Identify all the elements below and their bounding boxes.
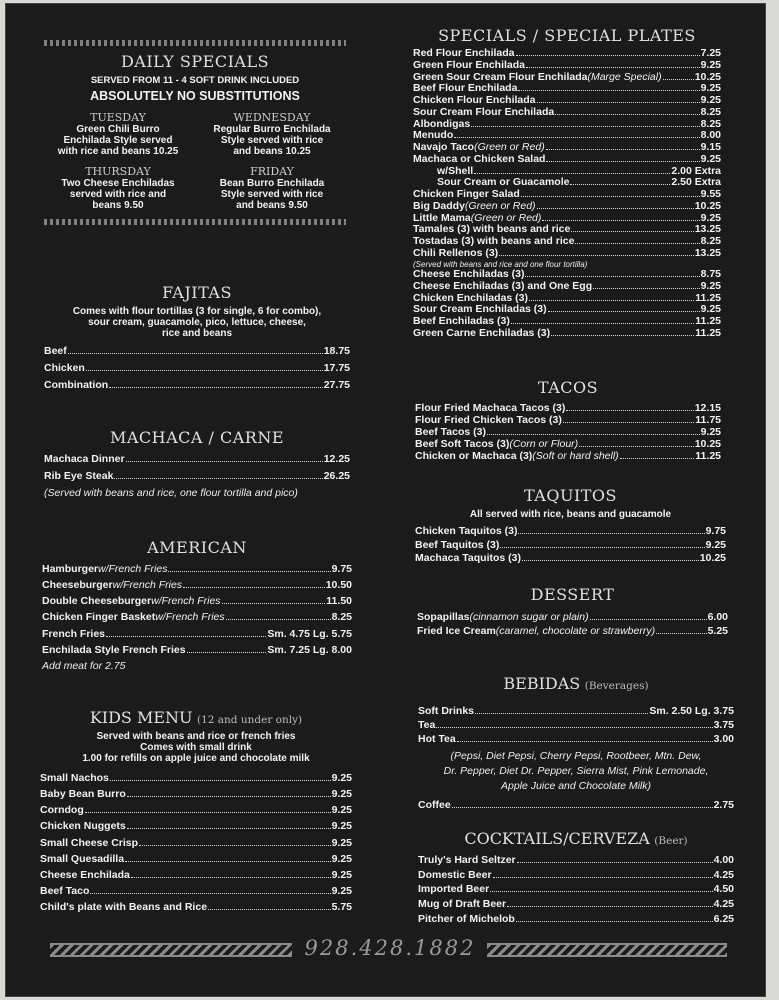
day-line: beans 9.50 [92, 200, 144, 211]
menu-item: Truly's Hard Seltzer 4.00 [418, 854, 734, 866]
footer-pattern-left [50, 943, 292, 957]
menu-item: Chili Rellenos (3) 13.25 [413, 246, 721, 259]
menu-item: Fried Ice Cream (caramel, chocolate or strawberry) 5.25 [417, 625, 728, 638]
dessert-section [417, 585, 728, 638]
menu-item: Cheese Enchiladas (3) and One Egg 9.25 [413, 279, 721, 292]
fajitas-title: FAJITAS [162, 283, 232, 302]
menu-item: Chicken Finger Salad 9.55 [413, 188, 721, 200]
specials-section [413, 26, 721, 340]
day-line: and beans 10.25 [233, 146, 311, 157]
dessert-title: DESSERT [530, 585, 615, 604]
menu-item: Tea 3.75 [418, 719, 734, 732]
menu-item: Rib Eye Steak 26.25 [44, 470, 350, 483]
fajitas-desc: Comes with flour tortillas (3 for single, 6 for combo), [72, 306, 322, 317]
menu-item: Beef Flour Enchilada 9.25 [413, 82, 721, 95]
menu-item: Little Mama (Green or Red) 9.25 [413, 211, 721, 224]
day-line: Bean Burro Enchilada [219, 178, 325, 189]
kids-heading [40, 708, 352, 728]
relleno-note: (Served with beans and rice and one flour tortilla) [413, 259, 588, 269]
menu-item: Navajo Taco (Green or Red) 9.15 [413, 141, 721, 153]
day-name: TUESDAY [90, 111, 146, 124]
menu-item: Enchilada Style French Fries Sm. 7.25 Lg. 8.00 [42, 643, 352, 656]
kids-desc: Served with beans and rice or french fries [96, 731, 296, 742]
machaca-note: (Served with beans and rice, one flour tortilla and pico) [44, 487, 298, 500]
day-line: Enchilada Style served [63, 135, 173, 146]
day-block [198, 111, 346, 157]
menu-item: Small Cheese Crisp 9.25 [40, 836, 352, 849]
day-line: Style served with rice [220, 135, 324, 146]
specials-title: SPECIALS / SPECIAL PLATES [438, 26, 696, 45]
menu-item: Cheese Enchiladas (3) 8.75 [413, 268, 721, 281]
menu-item: Coffee 2.75 [418, 799, 734, 812]
menu-item: Chicken or Machaca (3) (Soft or hard shell) 11.25 [415, 450, 721, 463]
day-name: FRIDAY [250, 165, 294, 178]
menu-item: Green Carne Enchiladas (3) 11.25 [413, 326, 721, 339]
menu-item: Chicken Taquitos (3) 9.75 [415, 525, 726, 537]
phone-number: 928.428.1882 [304, 936, 476, 960]
kids-section [40, 708, 352, 914]
day-block [198, 165, 346, 211]
kids-subtitle: (12 and under only) [196, 714, 303, 726]
menu-item: Big Daddy (Green or Red) 10.25 [413, 199, 721, 212]
menu-item: Tamales (3) with beans and rice 13.25 [413, 223, 721, 236]
no-substitutions: ABSOLUTELY NO SUBSTITUTIONS [90, 89, 300, 103]
menu-item: Hamburger w/French Fries 9.75 [42, 563, 352, 575]
menu-item: Flour Fried Machaca Tacos (3) 12.15 [415, 402, 721, 414]
menu-item: Green Sour Cream Flour Enchilada (Marge Special) 10.25 [413, 70, 721, 83]
cocktails-subtitle: (Beer) [654, 835, 688, 847]
menu-item: Beef Taquitos (3) 9.25 [415, 538, 726, 551]
menu-item: Sour Cream Flour Enchilada 8.25 [413, 105, 721, 118]
cocktails-title: COCKTAILS/CERVEZA [464, 829, 650, 848]
menu-item: Beef 18.75 [44, 345, 350, 357]
menu-item: Cheese Enchilada 9.25 [40, 868, 352, 881]
kids-desc: Comes with small drink [140, 742, 252, 753]
daily-specials-section [44, 40, 346, 250]
day-block [44, 111, 192, 157]
days-grid [44, 111, 346, 211]
menu-item: Hot Tea 3.00 [418, 733, 734, 746]
menu-item: Machaca or Chicken Salad 9.25 [413, 152, 721, 165]
menu-item: Domestic Beer 4.25 [418, 868, 734, 881]
day-line: Regular Burro Enchilada [213, 124, 331, 135]
day-line: with rice and beans 10.25 [57, 146, 179, 157]
menu-item: Soft Drinks Sm. 2.50 Lg. 3.75 [418, 705, 734, 717]
menu-item: Beef Tacos (3) 9.25 [415, 426, 721, 439]
day-line: Two Cheese Enchiladas [61, 178, 175, 189]
menu-item: Beef Taco 9.25 [40, 884, 352, 897]
taquitos-title: TAQUITOS [523, 486, 618, 505]
menu-item: Green Flour Enchilada 9.25 [413, 58, 721, 71]
menu-item: Beef Soft Tacos (3) (Corn or Flour) 10.25 [415, 438, 721, 451]
bebidas-section [418, 674, 734, 812]
menu-item: Beef Enchiladas (3) 11.25 [413, 315, 721, 328]
menu-item: Sour Cream or Guacamole 2.50 Extra [437, 176, 721, 189]
menu-item: Chicken 17.75 [44, 362, 350, 375]
menu-item: French Fries Sm. 4.75 Lg. 5.75 [42, 627, 352, 640]
american-note: Add meat for 2.75 [42, 659, 126, 672]
menu-item: Child's plate with Beans and Rice 5.75 [40, 901, 352, 913]
day-line: and beans 9.50 [236, 200, 308, 211]
tacos-title: TACOS [537, 378, 599, 397]
menu-item: Chicken Enchiladas (3) 11.25 [413, 291, 721, 304]
menu-item: Chicken Finger Basket w/French Fries 8.25 [42, 611, 352, 624]
machaca-section [44, 428, 350, 499]
drinks-note: Apple Juice and Chocolate Milk) [501, 779, 651, 792]
footer-pattern-right [487, 943, 727, 957]
drinks-note: Dr. Pepper, Diet Dr. Pepper, Sierra Mist, Pink Lemonade, [443, 764, 709, 777]
day-block [44, 165, 192, 211]
day-line: Style served with rice [220, 189, 324, 200]
menu-item: Menudo 8.00 [413, 129, 721, 142]
menu-item: Tostadas (3) with beans and rice 8.25 [413, 235, 721, 247]
american-title: AMERICAN [147, 538, 247, 557]
bottom-divider [44, 219, 346, 225]
menu-item: Sopapillas (cinnamon sugar or plain) 6.00 [417, 611, 728, 623]
day-name: WEDNESDAY [233, 111, 311, 124]
tacos-section [415, 378, 721, 462]
cocktails-section [418, 829, 734, 926]
american-section [42, 538, 352, 672]
menu-item: Corndog 9.25 [40, 804, 352, 817]
menu-item: Mug of Draft Beer 4.25 [418, 898, 734, 911]
menu-item: Double Cheeseburger w/French Fries 11.50 [42, 595, 352, 608]
menu-item: Machaca Dinner 12.25 [44, 453, 350, 465]
menu-item: Red Flour Enchilada 7.25 [413, 47, 721, 59]
drinks-note: (Pepsi, Diet Pepsi, Cherry Pepsi, Rootbeer, Mtn. Dew, [450, 749, 702, 762]
day-name: THURSDAY [85, 165, 151, 178]
menu-item: Small Quesadilla 9.25 [40, 852, 352, 865]
taquitos-desc: All served with rice, beans and guacamole [469, 509, 672, 520]
menu-item: Imported Beer 4.50 [418, 883, 734, 896]
fajitas-section [44, 283, 350, 392]
daily-specials-title: DAILY SPECIALS [120, 52, 270, 71]
menu-item: Albondigas 8.25 [413, 117, 721, 130]
menu-item: Chicken Nuggets 9.25 [40, 820, 352, 833]
menu-item: Cheeseburger w/French Fries 10.50 [42, 579, 352, 592]
kids-title: KIDS MENU [89, 708, 193, 727]
bebidas-title: BEBIDAS [503, 674, 581, 693]
menu-item: Combination 27.75 [44, 379, 350, 392]
kids-desc: 1.00 for refills on apple juice and chocolate milk [82, 753, 310, 764]
machaca-title: MACHACA / CARNE [109, 428, 285, 447]
fajitas-desc: sour cream, guacamole, pico, lettuce, cheese, [88, 317, 306, 328]
day-line: served with rice and [69, 189, 167, 200]
taquitos-section [415, 486, 726, 566]
menu-item: Small Nachos 9.25 [40, 772, 352, 784]
menu-item: Flour Fried Chicken Tacos (3) 11.75 [415, 414, 721, 427]
menu-item: Baby Bean Burro 9.25 [40, 788, 352, 801]
menu-item: Pitcher of Michelob 6.25 [418, 912, 734, 925]
cocktails-heading [418, 829, 734, 849]
bebidas-heading [418, 674, 734, 694]
bebidas-subtitle: (Beverages) [584, 680, 649, 692]
top-divider [44, 40, 346, 46]
menu-item: Machaca Taquitos (3) 10.25 [415, 552, 726, 565]
menu-item: Sour Cream Enchiladas (3) 9.25 [413, 303, 721, 316]
menu-item: w/Shell 2.00 Extra [437, 164, 721, 177]
day-line: Green Chili Burro [76, 124, 160, 135]
fajitas-desc: rice and beans [161, 328, 233, 339]
served-note: SERVED FROM 11 - 4 SOFT DRINK INCLUDED [90, 75, 300, 86]
menu-item: Chicken Flour Enchilada 9.25 [413, 94, 721, 106]
